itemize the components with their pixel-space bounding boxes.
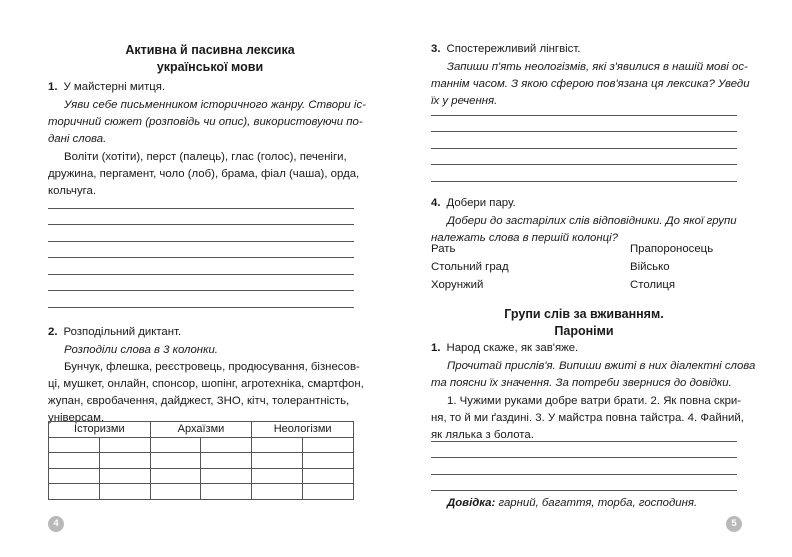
classification-table [48,421,354,500]
task-number: 2. [48,326,58,338]
task-4-heading [431,196,516,212]
writing-line[interactable] [431,474,737,475]
words-line: ці, мушкет, онлайн, спонсор, шопінг, агротехніка, смартфон, [48,378,364,390]
table-row [49,484,354,500]
proverb-line: 1. Чужими руками добре ватри брати. 2. Як повна скри- [447,395,742,407]
instruction-line: та поясни їх значення. За потреби звернися до довідки. [431,377,732,389]
table-cell[interactable] [49,437,100,453]
writing-line[interactable] [431,131,737,132]
writing-line[interactable] [431,457,737,458]
title-line-1: Активна й пасивна лексика [125,43,295,57]
task-number: 1. [48,81,58,93]
words-line: жупан, євробачення, дайджест, ЗНО, кітч, толерантність, [48,395,350,407]
writing-line[interactable] [431,148,737,149]
section-title-line-1: Групи слів за вживанням. [504,307,664,321]
words-line: дружина, пергамент, чоло (лоб), брама, фіал (чаша), орда, [48,168,360,180]
writing-line[interactable] [431,164,737,165]
table-row [49,453,354,469]
writing-line[interactable] [48,257,354,258]
task-number: 1. [431,342,441,354]
task-heading: Розподільний диктант. [63,326,182,338]
words-line: кольчуга. [48,185,97,197]
task-1-heading [48,80,165,96]
obsolete-word: Хорунжий [431,279,484,291]
instruction-line: дані слова. [48,133,107,145]
section-title-line-2: Пароніми [554,324,614,338]
obsolete-word: Стольний град [431,261,509,273]
table-cell[interactable] [99,484,150,500]
writing-line[interactable] [431,490,737,491]
task-heading: Народ скаже, як зав'яже. [446,342,579,354]
table-cell[interactable] [49,453,100,469]
proverb-line: як лялька з болота. [431,429,534,441]
table-row [49,437,354,453]
hint-label: Довідка: [447,497,496,509]
task-1-heading [431,341,578,357]
instruction-line: Уяви себе письменником історичного жанру. Створи іс- [64,99,366,111]
table-cell[interactable] [303,453,354,469]
table-cell[interactable] [150,468,201,484]
table-cell[interactable] [252,468,303,484]
table-cell[interactable] [150,453,201,469]
table-cell[interactable] [201,468,252,484]
table-cell[interactable] [49,484,100,500]
obsolete-word: Рать [431,243,456,255]
instruction-line: Запиши п'ять неологізмів, які з'явилися в нашій мові ос- [447,61,748,73]
instruction-line: належать слова в першій колонці? [431,232,618,244]
table-cell[interactable] [99,468,150,484]
table-cell[interactable] [49,468,100,484]
table-cell[interactable] [252,484,303,500]
modern-word: Столиця [630,279,676,291]
table-cell[interactable] [99,437,150,453]
table-cell[interactable] [201,453,252,469]
modern-word: Військо [630,261,670,273]
task-heading: Добери пару. [446,197,516,209]
task-3-heading [431,42,580,58]
table-cell[interactable] [150,484,201,500]
page-number: 5 [726,516,742,532]
instruction-line: їх у речення. [431,95,498,107]
task-2-heading [48,325,181,341]
writing-line[interactable] [48,208,354,209]
writing-line[interactable] [48,241,354,242]
instruction-line: Добери до застарілих слів відповідники. До якої групи [447,215,737,227]
page-number: 4 [48,516,64,532]
section-title [431,306,737,340]
column-header-historisms: Історизми [49,422,151,438]
right-page [396,0,792,557]
table-header-row [49,422,354,438]
modern-word: Прапороносець [630,243,714,255]
table-cell[interactable] [252,453,303,469]
table-cell[interactable] [252,437,303,453]
proverb-line: ня, то й ми ґаздині. 3. У майстра повна тайстра. 4. Файний, [431,412,744,424]
title-line-2: української мови [156,60,264,74]
table-cell[interactable] [303,468,354,484]
table-cell[interactable] [201,437,252,453]
writing-line[interactable] [431,181,737,182]
words-line: Воліти (хотіти), перст (палець), глас (голос), печеніги, [64,151,347,163]
writing-line[interactable] [431,441,737,442]
writing-line[interactable] [48,274,354,275]
instruction-line: таннім часом. З якою сферою пов'язана ця лексика? Уведи [431,78,750,90]
column-header-neologisms: Неологізми [252,422,354,438]
writing-line[interactable] [48,224,354,225]
writing-line[interactable] [48,307,354,308]
writing-line[interactable] [48,290,354,291]
page-title [60,42,360,76]
task-heading: Спостережливий лінгвіст. [446,43,581,55]
table-cell[interactable] [99,453,150,469]
instruction-line: торичний сюжет (розповідь чи опис), використовуючи по- [48,116,363,128]
task-number: 3. [431,43,441,55]
words-line: Бунчук, флешка, реєстровець, продюсування, бізнесов- [64,361,360,373]
table-row [49,468,354,484]
words-line: універсам. [48,412,105,424]
table-cell[interactable] [303,437,354,453]
task-heading: У майстерні митця. [63,81,166,93]
hint [447,497,697,509]
instruction-line: Прочитай прислів'я. Випиши вжиті в них діалектні слова [447,360,756,372]
table-cell[interactable] [150,437,201,453]
instruction-line: Розподіли слова в 3 колонки. [64,344,218,356]
task-number: 4. [431,197,441,209]
hint-text: гарний, багаття, торба, господиня. [495,497,698,509]
writing-line[interactable] [431,115,737,116]
column-header-archaisms: Архаїзми [150,422,252,438]
table-cell[interactable] [303,484,354,500]
table-cell[interactable] [201,484,252,500]
